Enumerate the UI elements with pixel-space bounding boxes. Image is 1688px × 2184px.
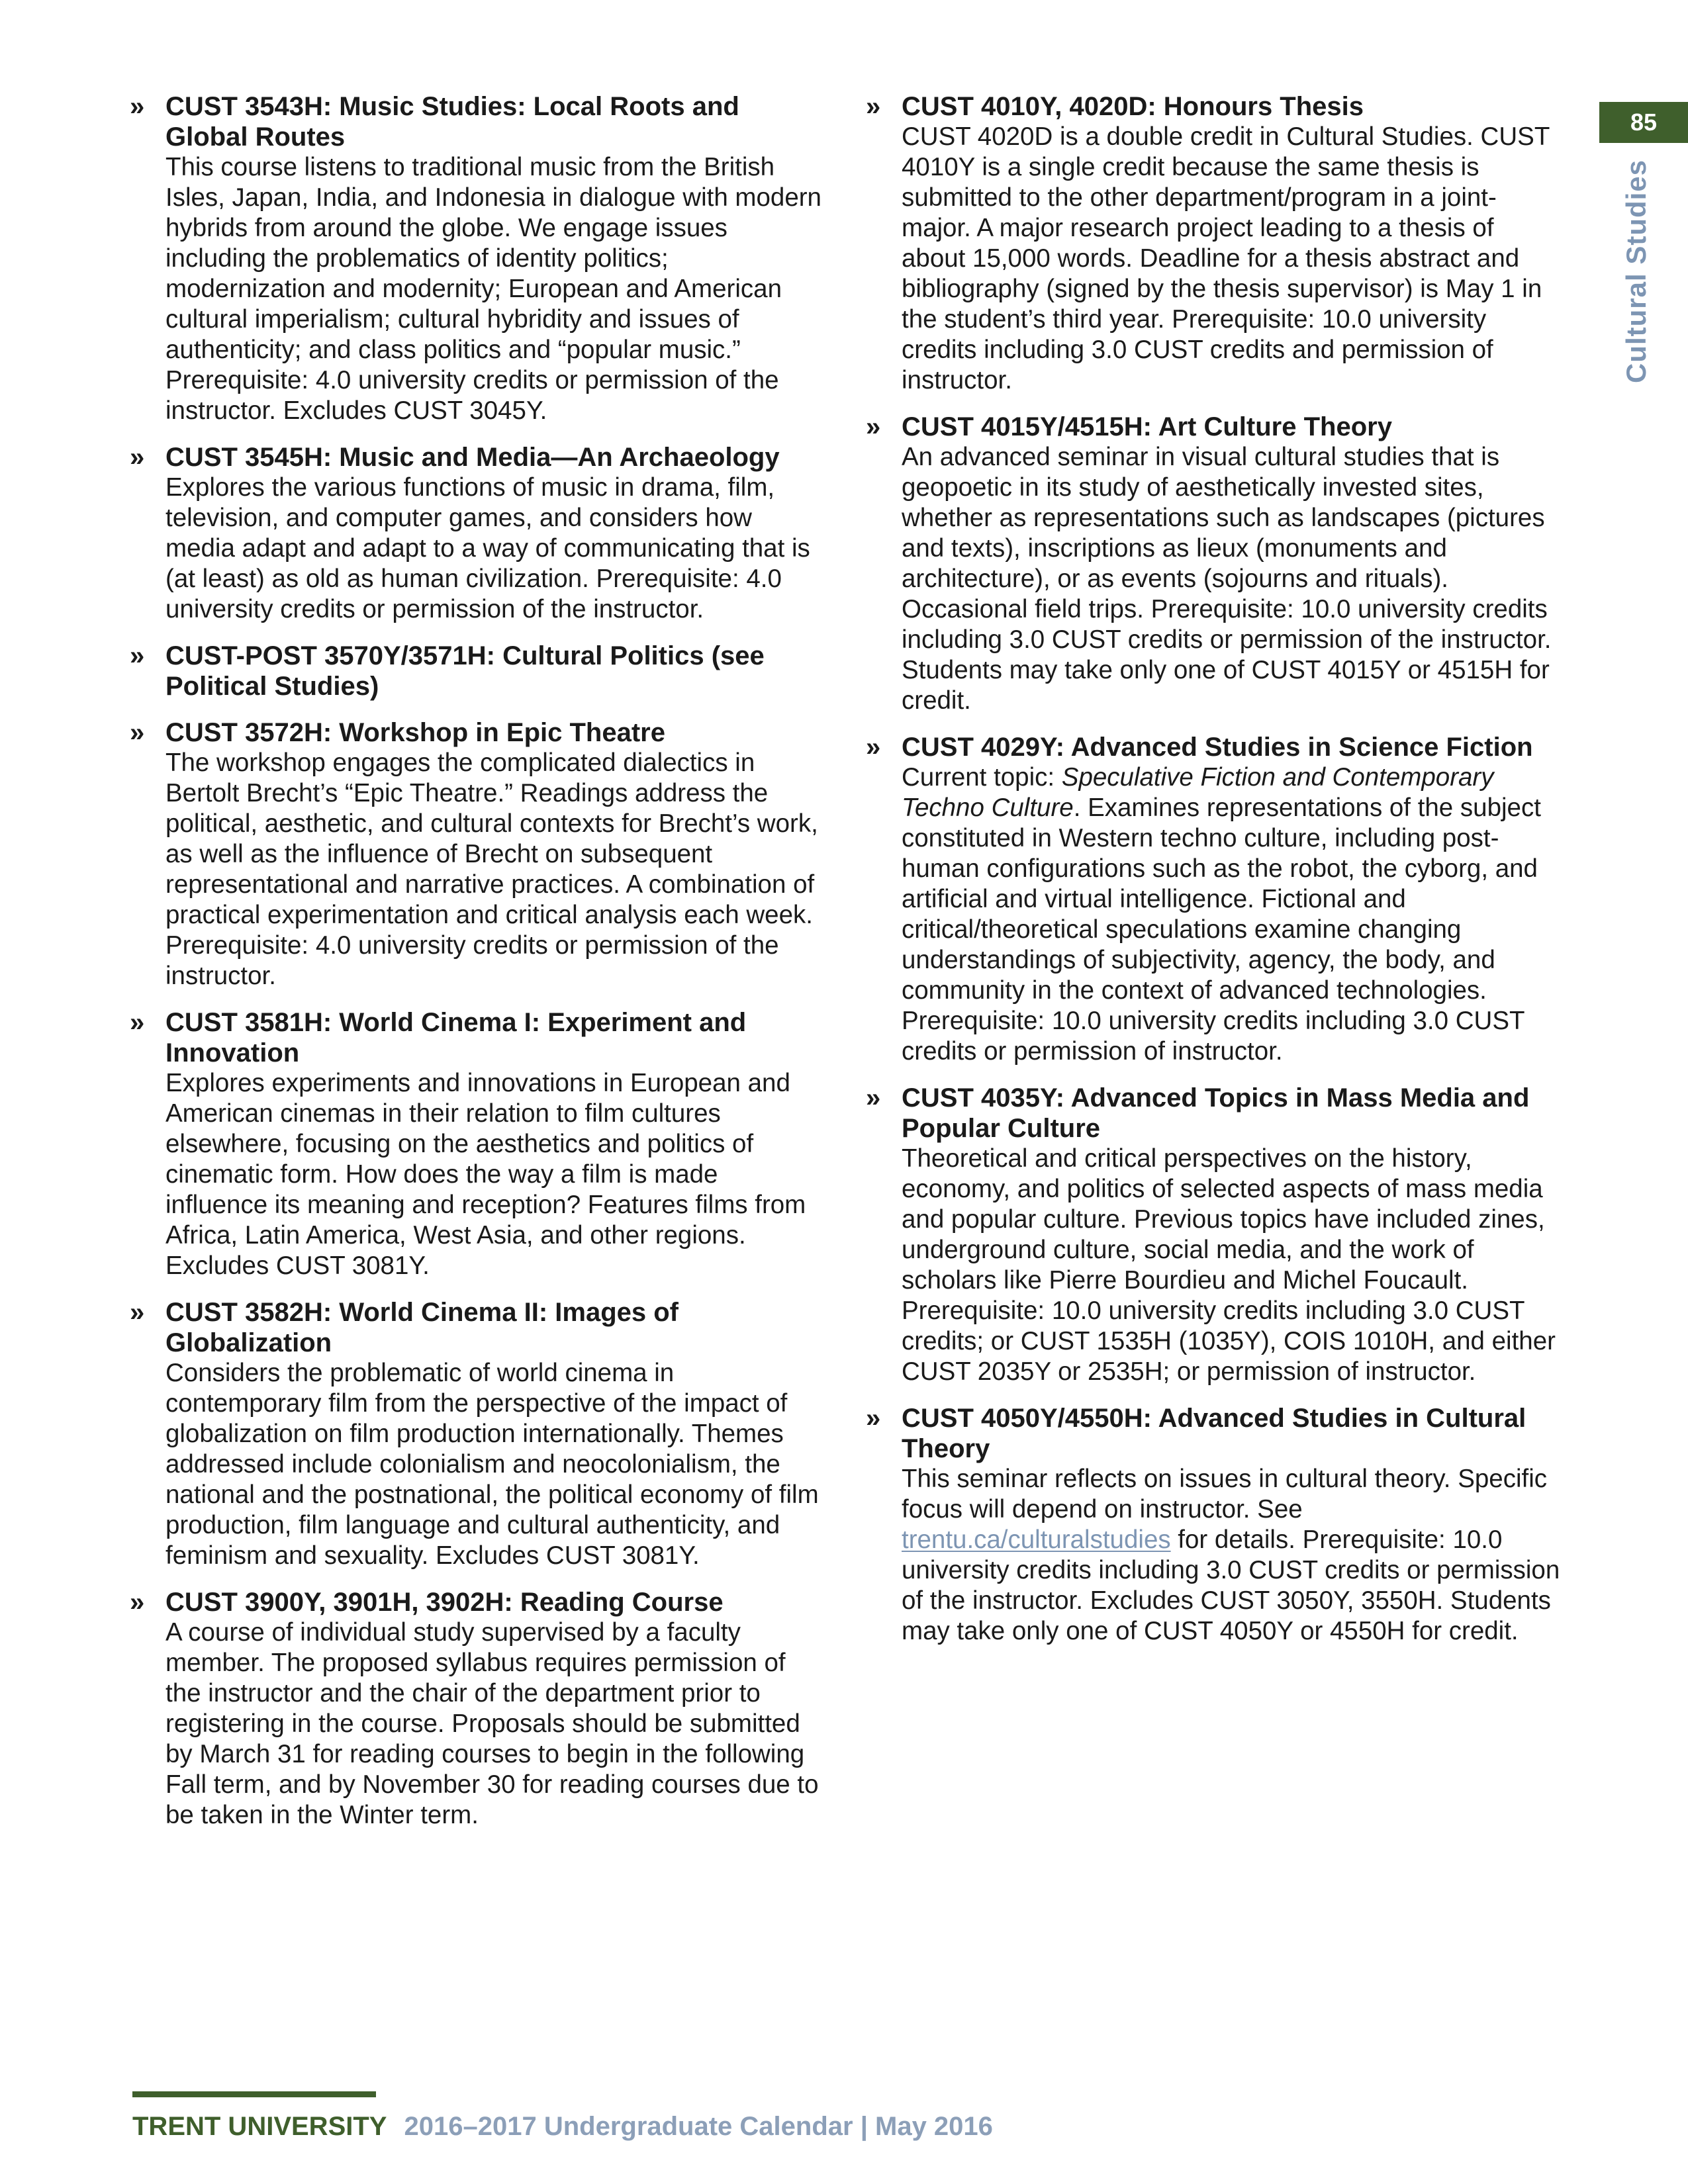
course-description: An advanced seminar in visual cultural studies that is geopoetic in its study of aesthetically invested sites, whether as representations such as landscapes (pictures and texts), inscriptions as lieux (monuments and architecture), or as events (sojourns and rituals). Occasional field trips. Prerequisite: 10.0 university credits including 3.0 CUST credits or permission of the instructor. Students may take only one of CUST 4015Y or 4515H for credit. bbox=[902, 443, 1552, 715]
bullet-marker: » bbox=[866, 1404, 881, 1433]
cultural-studies-link[interactable]: trentu.ca/culturalstudies bbox=[902, 1525, 1171, 1554]
footer bbox=[132, 2110, 993, 2143]
course-entry-cust-post-3570y bbox=[130, 641, 826, 702]
course-title: CUST 4029Y: Advanced Studies in Science Fiction bbox=[902, 733, 1533, 762]
description-text: Current topic: bbox=[902, 763, 1062, 792]
course-entry-cust-4035y bbox=[866, 1083, 1562, 1387]
course-title: CUST 4050Y/4550H: Advanced Studies in Cultural Theory bbox=[902, 1404, 1526, 1463]
bullet-marker: » bbox=[130, 443, 145, 472]
course-entry-cust-3543h bbox=[130, 91, 826, 426]
course-entry-cust-4029y bbox=[866, 732, 1562, 1067]
course-title: CUST 3582H: World Cinema II: Images of Globalization bbox=[165, 1298, 679, 1357]
course-title: CUST 4010Y, 4020D: Honours Thesis bbox=[902, 92, 1364, 121]
footer-calendar: 2016–2017 Undergraduate Calendar | May 2016 bbox=[404, 2112, 993, 2141]
course-entry-cust-4050y bbox=[866, 1403, 1562, 1647]
bullet-marker: » bbox=[866, 733, 881, 762]
course-description: A course of individual study supervised by a faculty member. The proposed syllabus requires permission of the instructor and the chair of the department prior to registering in the course. Proposals should be submitted by March 31 for reading courses to begin in the following Fall term, and by November 30 for reading courses due to be taken in the Winter term. bbox=[165, 1618, 819, 1829]
right-column bbox=[866, 91, 1562, 1662]
current-topic-title: Speculative Fiction and Contemporary Techno Culture bbox=[902, 763, 1494, 822]
course-title: CUST 4035Y: Advanced Topics in Mass Media and Popular Culture bbox=[902, 1083, 1530, 1143]
description-text: . Examines representations of the subject constituted in Western techno culture, including post-human configurations such as the robot, the cyborg, and artificial and virtual intelligence. Fictional and critical/theoretical speculations examine changing understandings of subjectivity, agency, the body, and community in the context of advanced technologies. Prerequisite: 10.0 university credits including 3.0 CUST credits or permission of instructor. bbox=[902, 794, 1541, 1066]
course-entry-cust-3900y bbox=[130, 1587, 826, 1831]
course-description: Explores experiments and innovations in European and American cinemas in their relation to film cultures elsewhere, focusing on the aesthetics and politics of cinematic form. How does the way a film is made influence its meaning and reception? Features films from Africa, Latin America, West Asia, and other regions. Excludes CUST 3081Y. bbox=[165, 1069, 806, 1280]
course-entry-cust-3582h bbox=[130, 1297, 826, 1571]
section-tab-label: Cultural Studies bbox=[1620, 159, 1652, 384]
footer-rule bbox=[132, 2091, 376, 2097]
bullet-marker: » bbox=[866, 1083, 881, 1113]
bullet-marker: » bbox=[130, 1588, 145, 1617]
bullet-marker: » bbox=[130, 92, 145, 121]
course-description: Explores the various functions of music in drama, film, television, and computer games, and considers how media adapt and adapt to a way of communicating that is (at least) as old as human civilization. Prerequisite: 4.0 university credits or permission of the instructor. bbox=[165, 473, 810, 623]
bullet-marker: » bbox=[866, 412, 881, 441]
course-title: CUST 3581H: World Cinema I: Experiment and Innovation bbox=[165, 1008, 747, 1068]
course-description: The workshop engages the complicated dialectics in Bertolt Brecht’s “Epic Theatre.” Readings address the political, aesthetic, and cultural contexts for Brecht’s work, as well as the influence of Brecht on subsequent representational and narrative practices. A combination of practical experimentation and critical analysis each week. Prerequisite: 4.0 university credits or permission of the instructor. bbox=[165, 749, 818, 990]
page-number-badge: 85 bbox=[1599, 102, 1688, 143]
course-entry-cust-3572h bbox=[130, 717, 826, 991]
bullet-marker: » bbox=[130, 641, 145, 670]
course-entry-cust-3545h bbox=[130, 442, 826, 625]
bullet-marker: » bbox=[130, 718, 145, 747]
course-title: CUST 3900Y, 3901H, 3902H: Reading Course bbox=[165, 1588, 724, 1617]
bullet-marker: » bbox=[130, 1298, 145, 1327]
description-text: This seminar reflects on issues in cultural theory. Specific focus will depend on instructor. See bbox=[902, 1465, 1548, 1524]
course-entry-cust-4015y bbox=[866, 412, 1562, 716]
course-entry-cust-4010y bbox=[866, 91, 1562, 396]
course-title: CUST 3545H: Music and Media—An Archaeology bbox=[165, 443, 780, 472]
course-description: Theoretical and critical perspectives on the history, economy, and politics of selected aspects of mass media and popular culture. Previous topics have included zines, underground culture, social media, and the work of scholars like Pierre Bourdieu and Michel Foucault. Prerequisite: 10.0 university credits including 3.0 CUST credits; or CUST 1535H (1035Y), COIS 1010H, and either CUST 2035Y or 2535H; or permission of instructor. bbox=[902, 1144, 1556, 1386]
course-description: CUST 4020D is a double credit in Cultural Studies. CUST 4010Y is a single credit because the same thesis is submitted to the other department/program in a joint-major. A major research project leading to a thesis of about 15,000 words. Deadline for a thesis abstract and bibliography (signed by the thesis supervisor) is May 1 in the student’s third year. Prerequisite: 10.0 university credits including 3.0 CUST credits and permission of instructor. bbox=[902, 122, 1550, 394]
course-title: CUST-POST 3570Y/3571H: Cultural Politics (see Political Studies) bbox=[165, 641, 765, 701]
left-column bbox=[130, 91, 826, 1846]
course-description bbox=[902, 1464, 1562, 1647]
course-title: CUST 3572H: Workshop in Epic Theatre bbox=[165, 718, 665, 747]
course-description bbox=[902, 762, 1562, 1067]
footer-university: TRENT UNIVERSITY bbox=[132, 2112, 387, 2141]
course-title: CUST 3543H: Music Studies: Local Roots and Global Routes bbox=[165, 92, 739, 152]
course-entry-cust-3581h bbox=[130, 1007, 826, 1281]
course-title: CUST 4015Y/4515H: Art Culture Theory bbox=[902, 412, 1392, 441]
bullet-marker: » bbox=[130, 1008, 145, 1037]
course-description: Considers the problematic of world cinema in contemporary film from the perspective of the impact of globalization on film production internationally. Themes addressed include colonialism and neocolonialism, the national and the postnational, the political economy of film production, film language and cultural authenticity, and feminism and sexuality. Excludes CUST 3081Y. bbox=[165, 1359, 819, 1570]
bullet-marker: » bbox=[866, 92, 881, 121]
course-description: This course listens to traditional music from the British Isles, Japan, India, and Indonesia in dialogue with modern hybrids from around the globe. We engage issues including the problematics of identity politics; modernization and modernity; European and American cultural imperialism; cultural hybridity and issues of authenticity; and class politics and “popular music.” Prerequisite: 4.0 university credits or permission of the instructor. Excludes CUST 3045Y. bbox=[165, 153, 821, 425]
description-text: for details. Prerequisite: 10.0 university credits including 3.0 CUST credits or permission of the instructor. Excludes CUST 3050Y, 3550H. Students may take only one of CUST 4050Y or 4550H for credit. bbox=[902, 1525, 1560, 1645]
